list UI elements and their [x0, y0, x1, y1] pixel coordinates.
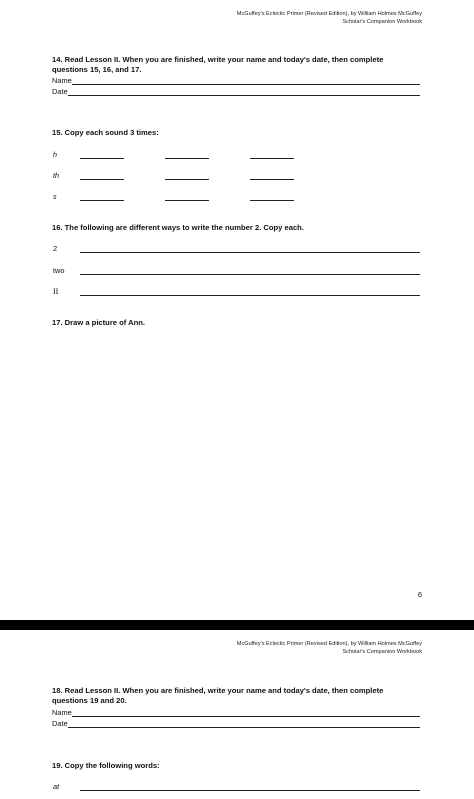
question-18-title-line2: questions 19 and 20.: [52, 696, 127, 705]
question-15-title: 15. Copy each sound 3 times:: [52, 128, 159, 137]
name-field[interactable]: [52, 75, 420, 85]
number-row: [52, 244, 420, 256]
number-form: two: [53, 266, 65, 275]
copy-blank[interactable]: [80, 179, 124, 180]
name-label: Name: [52, 708, 72, 717]
copy-blank[interactable]: [250, 200, 294, 201]
question-14-title: [52, 55, 432, 75]
date-line[interactable]: [68, 721, 420, 728]
name-label: Name: [52, 76, 72, 85]
drawing-area[interactable]: [52, 332, 420, 572]
page-header: [237, 641, 422, 656]
page-divider: [0, 620, 474, 630]
workbook-page-7: [0, 630, 474, 799]
copy-line[interactable]: [80, 252, 420, 253]
question-17-title: 17. Draw a picture of Ann.: [52, 318, 145, 327]
copy-blank[interactable]: [165, 179, 209, 180]
number-form: 2: [53, 244, 58, 253]
name-line[interactable]: [72, 78, 420, 85]
name-line[interactable]: [72, 710, 420, 717]
copy-blank[interactable]: [80, 200, 124, 201]
copy-blank[interactable]: [250, 179, 294, 180]
date-line[interactable]: [68, 89, 420, 96]
copy-blank[interactable]: [165, 158, 209, 159]
question-14-title-line1: 14. Read Lesson II. When you are finished, write your name and today's date, then complete: [52, 55, 384, 64]
number-row: [52, 266, 420, 278]
copy-blank[interactable]: [165, 200, 209, 201]
sound-row: [52, 171, 352, 183]
question-19-title: 19. Copy the following words:: [52, 761, 160, 770]
word-row: [52, 782, 420, 794]
date-label: Date: [52, 719, 68, 728]
sound-letter: h: [53, 150, 57, 159]
sound-row: [52, 192, 352, 204]
page-number: 6: [417, 590, 422, 599]
copy-blank[interactable]: [250, 158, 294, 159]
sound-letter: th: [53, 171, 59, 180]
copy-line[interactable]: [80, 274, 420, 275]
page-header: [237, 11, 422, 26]
header-workbook-title: Scholar's Companion Workbook: [342, 18, 422, 25]
sound-letter: s: [53, 192, 57, 201]
question-14-title-line2: questions 15, 16, and 17.: [52, 65, 142, 74]
question-18-title-line1: 18. Read Lesson II. When you are finished, write your name and today's date, then complete: [52, 686, 384, 695]
number-row: [52, 287, 420, 299]
copy-blank[interactable]: [80, 158, 124, 159]
number-form: II: [53, 287, 59, 296]
name-field[interactable]: [52, 707, 420, 717]
date-field[interactable]: [52, 718, 420, 728]
header-book-title: McGuffey's Eclectic Primer (Revised Edition), by William Holmes McGuffey: [236, 641, 422, 647]
date-field[interactable]: [52, 86, 420, 96]
header-workbook-title: Scholar's Companion Workbook: [342, 648, 422, 655]
copy-line[interactable]: [80, 295, 420, 296]
word-to-copy: at: [53, 782, 60, 791]
date-label: Date: [52, 87, 68, 96]
sound-row: [52, 150, 352, 162]
question-16-title: 16. The following are different ways to write the number 2. Copy each.: [52, 223, 304, 232]
copy-line[interactable]: [80, 790, 420, 791]
question-18-title: [52, 686, 432, 706]
header-book-title: McGuffey's Eclectic Primer (Revised Edition), by William Holmes McGuffey: [236, 11, 422, 17]
